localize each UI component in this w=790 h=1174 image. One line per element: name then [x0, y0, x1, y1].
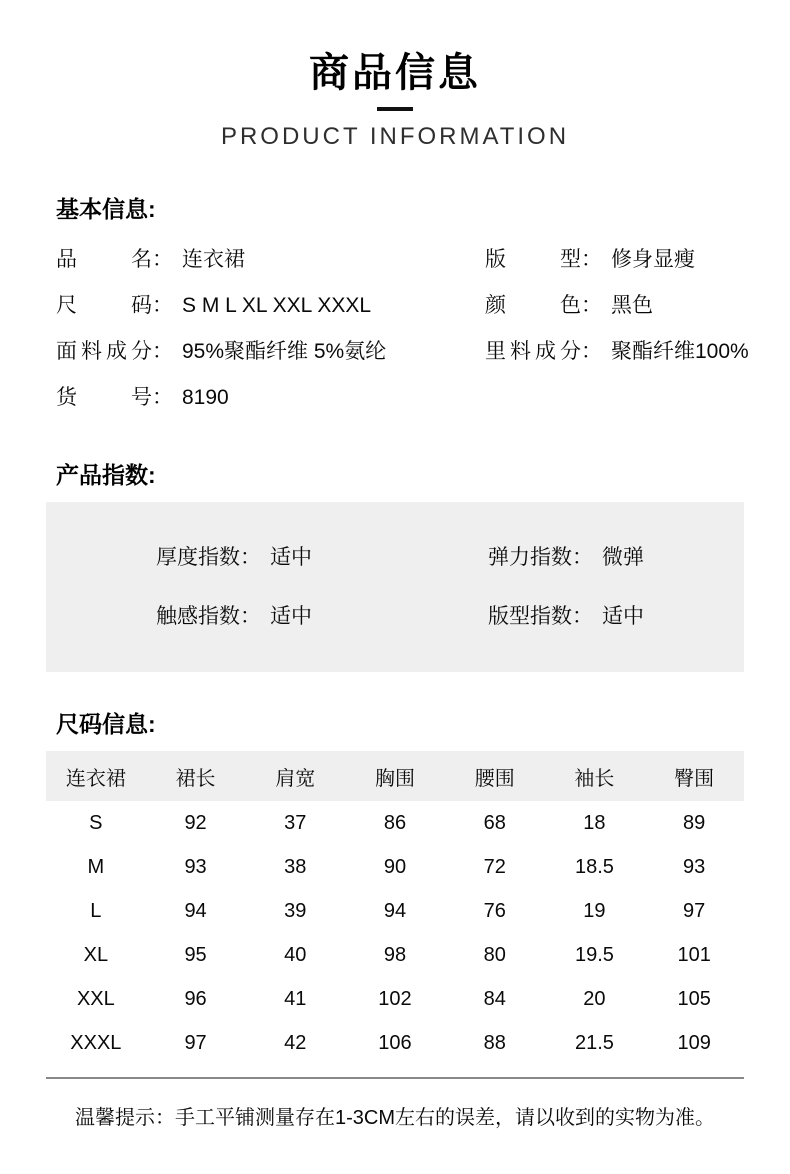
column-header-bust: 胸围	[374, 767, 415, 790]
size-row-m	[46, 845, 744, 889]
page-title: 商品信息	[309, 51, 481, 95]
size-cell: 40	[284, 943, 307, 966]
size-cell: 20	[583, 987, 606, 1010]
size-cell: XXL	[76, 987, 115, 1010]
field-fit-type	[475, 243, 744, 273]
page-header	[0, 0, 790, 151]
size-cell: 80	[483, 943, 506, 966]
field-value: 8190	[182, 386, 229, 409]
field-label: 版型	[485, 248, 581, 271]
size-cell: 19.5	[574, 943, 614, 966]
size-cell: 21.5	[574, 1031, 614, 1054]
page-content	[46, 195, 749, 1065]
field-value: 修身显瘦	[611, 248, 695, 271]
field-colon: ：	[152, 248, 173, 271]
field-value: 聚酯纤维100%	[611, 340, 749, 363]
field-item-number	[46, 381, 475, 411]
index-value: 微弹	[602, 546, 644, 569]
field-label: 尺码	[56, 294, 152, 317]
column-header-garment: 连衣裙	[65, 767, 126, 790]
column-header-shoulder: 肩宽	[275, 767, 316, 790]
product-index-heading: 产品指数:	[56, 462, 156, 488]
size-row-xxl	[46, 977, 744, 1021]
size-cell: 98	[383, 943, 407, 966]
field-label: 颜色	[485, 294, 581, 317]
size-row-s	[46, 801, 744, 845]
index-elasticity	[488, 541, 744, 571]
size-cell: 90	[383, 855, 407, 878]
size-cell: 97	[683, 899, 706, 922]
field-colon: ：	[581, 248, 602, 271]
size-cell: 94	[383, 899, 407, 922]
column-header-sleeve: 袖长	[574, 767, 615, 790]
index-value: 适中	[270, 605, 312, 628]
basic-info-row	[46, 235, 744, 281]
field-label: 品名	[56, 248, 152, 271]
size-info-heading: 尺码信息:	[56, 711, 156, 737]
notice-text: 温馨提示：手工平铺测量存在1-3CM左右的误差，请以收到的实物为准。	[74, 1107, 715, 1129]
index-fit	[488, 600, 744, 630]
basic-info-row	[46, 373, 744, 419]
field-size-range	[46, 289, 475, 319]
size-cell: 93	[184, 855, 207, 878]
size-cell: 109	[677, 1031, 711, 1054]
size-cell: 18.5	[574, 855, 614, 878]
product-index-section	[46, 461, 744, 672]
index-value: 适中	[270, 546, 312, 569]
size-cell: 42	[284, 1031, 307, 1054]
field-label: 货号	[56, 386, 152, 409]
index-label: 版型指数	[488, 605, 572, 628]
size-cell: 37	[284, 811, 307, 834]
size-cell: 94	[184, 899, 207, 922]
size-cell: 92	[184, 811, 207, 834]
size-cell: 18	[583, 811, 606, 834]
field-fabric-composition	[46, 335, 475, 365]
size-cell: 84	[483, 987, 506, 1010]
field-colon: ：	[581, 294, 602, 317]
index-colon: ：	[240, 546, 261, 569]
size-cell: L	[90, 899, 102, 922]
index-colon: ：	[572, 605, 593, 628]
field-value: 95%聚酯纤维 5%氨纶	[182, 340, 387, 363]
title-divider	[377, 107, 413, 111]
size-cell: XXXL	[70, 1031, 122, 1054]
size-cell: 97	[184, 1031, 207, 1054]
field-colon: ：	[152, 386, 173, 409]
page-subtitle: PRODUCT INFORMATION	[220, 123, 570, 150]
index-thickness	[156, 541, 488, 571]
size-cell: 39	[284, 899, 307, 922]
index-texture	[156, 600, 488, 630]
field-lining-composition	[475, 335, 749, 365]
size-row-l	[46, 889, 744, 933]
column-header-length: 裙长	[175, 767, 216, 790]
basic-info-section	[46, 195, 749, 419]
size-row-xl	[46, 933, 744, 977]
footer-notice	[46, 1077, 744, 1130]
size-cell: 105	[677, 987, 711, 1010]
size-cell: 88	[483, 1031, 506, 1054]
size-row-xxxl	[46, 1021, 744, 1065]
field-colon: ：	[152, 340, 173, 363]
product-index-grid	[156, 541, 744, 630]
size-cell: XL	[83, 943, 109, 966]
size-cell: 41	[284, 987, 307, 1010]
size-cell: 101	[677, 943, 711, 966]
size-table-header	[46, 751, 744, 801]
size-cell: 86	[383, 811, 407, 834]
field-value: S M L XL XXL XXXL	[182, 294, 372, 317]
column-header-waist: 腰围	[474, 767, 515, 790]
size-cell: S	[89, 811, 103, 834]
basic-info-heading: 基本信息:	[56, 196, 156, 222]
size-cell: 72	[483, 855, 506, 878]
size-info-section	[46, 710, 744, 1065]
index-label: 厚度指数	[156, 546, 240, 569]
index-value: 适中	[602, 605, 644, 628]
product-index-panel	[46, 502, 744, 672]
size-cell: M	[87, 855, 105, 878]
field-label: 里料成分	[485, 340, 581, 363]
field-label: 面料成分	[56, 340, 152, 363]
field-value: 黑色	[611, 294, 653, 317]
size-cell: 102	[378, 987, 412, 1010]
size-cell: 106	[378, 1031, 412, 1054]
size-cell: 38	[284, 855, 307, 878]
size-cell: 93	[683, 855, 706, 878]
column-header-hip: 臀围	[674, 767, 715, 790]
index-label: 弹力指数	[488, 546, 572, 569]
size-cell: 89	[683, 811, 706, 834]
size-cell: 76	[483, 899, 506, 922]
size-table	[46, 751, 744, 1065]
size-cell: 96	[184, 987, 207, 1010]
index-label: 触感指数	[156, 605, 240, 628]
field-colon: ：	[581, 340, 602, 363]
field-product-name	[46, 243, 475, 273]
size-cell: 19	[583, 899, 606, 922]
basic-info-rows	[46, 235, 749, 419]
index-colon: ：	[572, 546, 593, 569]
basic-info-row	[46, 281, 744, 327]
size-cell: 68	[483, 811, 506, 834]
field-value: 连衣裙	[182, 248, 245, 271]
size-cell: 95	[184, 943, 207, 966]
field-color	[475, 289, 744, 319]
index-colon: ：	[240, 605, 261, 628]
basic-info-row	[46, 327, 749, 373]
field-colon: ：	[152, 294, 173, 317]
